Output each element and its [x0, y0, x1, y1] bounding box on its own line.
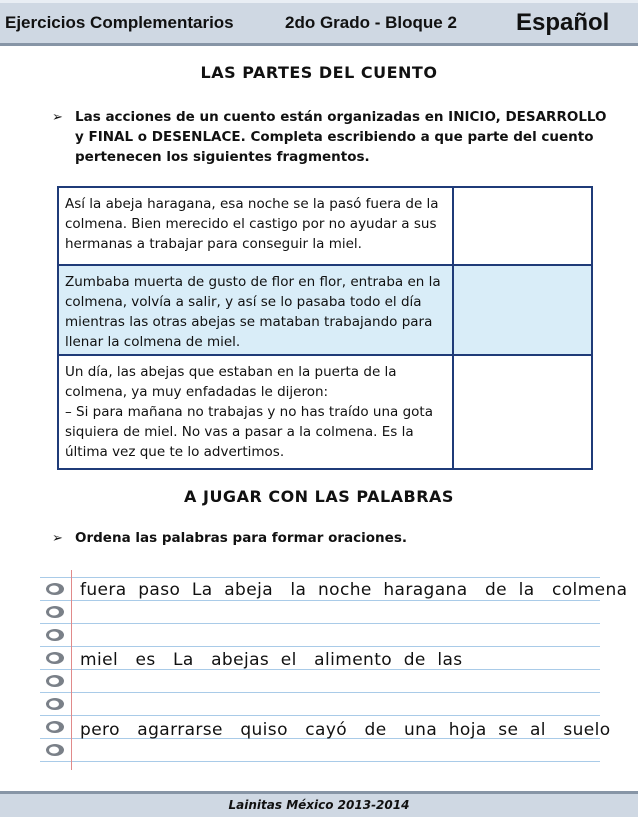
- binder-ring-icon: [44, 651, 66, 665]
- answer-box[interactable]: [453, 355, 592, 469]
- binder-ring-icon: [44, 697, 66, 711]
- page-header: [0, 0, 638, 46]
- section2-title: A JUGAR CON LAS PALABRAS: [184, 487, 454, 506]
- section1-title: LAS PARTES DEL CUENTO: [200, 63, 438, 82]
- fragment-line: siquiera de miel. No vas a pasar a la colmena. Es la: [65, 424, 414, 440]
- fragment-line: última vez que te lo advertimos.: [65, 444, 285, 460]
- page-footer: [0, 791, 638, 817]
- fragment-row: [58, 265, 592, 355]
- footer-credit: Lainitas México 2013-2014: [228, 798, 410, 812]
- binder-ring-icon: [44, 720, 66, 734]
- header-grade-block: 2do Grado - Bloque 2: [285, 13, 457, 32]
- fragment-line: mientras las otras abejas se mataban trabajando para: [65, 314, 433, 330]
- fragment-line: colmena, volvía a salir, y así se lo pasaba todo el día: [65, 294, 422, 310]
- notebook-lines: [40, 577, 600, 769]
- fragment-text: [58, 265, 453, 355]
- header-subject: Español: [516, 9, 610, 36]
- instruction-line: y FINAL o DESENLACE. Completa escribiendo a que parte del cuento: [75, 129, 594, 145]
- fragment-line: hermanas a trabajar para conseguir la miel.: [65, 236, 362, 252]
- arrow-bullet-icon: ➢: [52, 110, 63, 125]
- scrambled-sentence: pero agarrarse quiso cayó de una hoja se al suelo: [80, 720, 611, 740]
- header-title: Ejercicios Complementarios: [5, 13, 234, 32]
- fragment-text: [58, 187, 453, 265]
- scrambled-sentence: fuera paso La abeja la noche haragana de la colmena: [80, 580, 628, 600]
- fragment-row: [58, 187, 592, 265]
- answer-box[interactable]: [453, 187, 592, 265]
- instruction-line: Las acciones de un cuento están organizadas en INICIO, DESARROLLO: [75, 109, 607, 125]
- fragment-line: Un día, las abejas que estaban en la puerta de la: [65, 364, 397, 380]
- fragment-line: – Si para mañana no trabajas y no has traído una gota: [65, 404, 433, 420]
- fragment-row: [58, 355, 592, 469]
- binder-ring-icon: [44, 582, 66, 596]
- section1-instruction: [75, 107, 607, 167]
- binder-ring-icon: [44, 674, 66, 688]
- section2-instruction: Ordena las palabras para formar oraciones.: [75, 530, 407, 546]
- arrow-bullet-icon: ➢: [52, 531, 63, 546]
- fragments-table: [57, 186, 593, 470]
- binder-ring-icon: [44, 605, 66, 619]
- fragment-line: colmena. Bien merecido el castigo por no ayudar a sus: [65, 216, 437, 232]
- fragment-line: llenar la colmena de miel.: [65, 334, 241, 350]
- fragment-line: Zumbaba muerta de gusto de flor en flor, entraba en la: [65, 274, 441, 290]
- binder-ring-icon: [44, 628, 66, 642]
- fragment-text: [58, 355, 453, 469]
- instruction-line: pertenecen los siguientes fragmentos.: [75, 149, 370, 165]
- binder-ring-icon: [44, 743, 66, 757]
- scrambled-sentence: miel es La abejas el alimento de las: [80, 650, 463, 670]
- fragment-line: Así la abeja haragana, esa noche se la pasó fuera de la: [65, 196, 439, 212]
- notebook-margin-line: [71, 570, 72, 770]
- fragment-line: colmena, ya muy enfadadas le dijeron:: [65, 384, 329, 400]
- answer-box[interactable]: [453, 265, 592, 355]
